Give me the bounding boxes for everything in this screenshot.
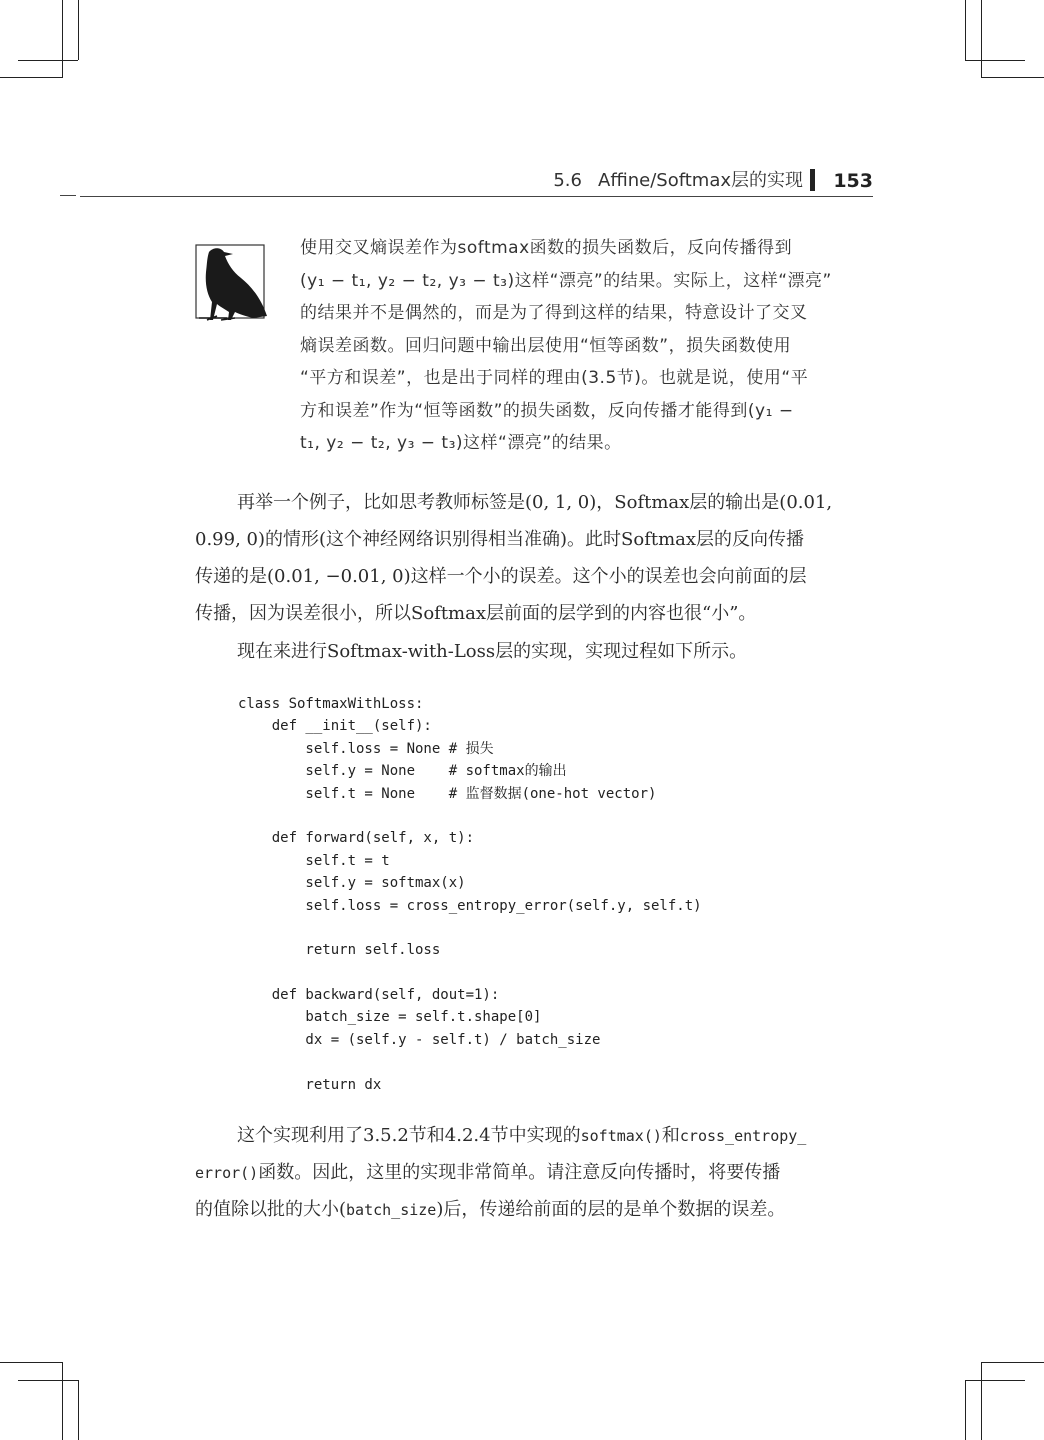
note-line: “平方和误差”，也是出于同样的理由(3.5节)。也就是说，使用“平 xyxy=(300,368,809,388)
code-line: return dx xyxy=(238,1076,382,1093)
paragraph-line: 传播，因为误差很小，所以Softmax层前面的层学到的内容也很“小”。 xyxy=(195,603,757,624)
code-line: dx = (self.y - self.t) / batch_size xyxy=(238,1031,601,1048)
code-line: def __init__(self): xyxy=(238,718,432,735)
code-line: self.t = None # 监督数据(one-hot vector) xyxy=(238,785,657,802)
paragraph-line xyxy=(195,1154,873,1191)
note-line: 的结果并不是偶然的，而是为了得到这样的结果，特意设计了交叉 xyxy=(300,303,808,323)
code-line: self.y = None # softmax的输出 xyxy=(238,763,567,780)
code-line: self.y = softmax(x) xyxy=(238,875,466,892)
header-title xyxy=(553,168,803,194)
note-box xyxy=(300,232,873,460)
inline-code-batch-size: batch_size xyxy=(346,1201,437,1219)
text-run: 函数。因此，这里的实现非常简单。请注意反向传播时，将要传播 xyxy=(258,1162,781,1183)
inline-code-softmax: softmax() xyxy=(580,1127,662,1145)
code-line xyxy=(238,805,702,827)
note-line: t₁, y₂ − t₂, y₃ − t₃)这样“漂亮”的结果。 xyxy=(300,433,622,453)
note-line: 使用交叉熵误差作为softmax函数的损失函数后，反向传播得到 xyxy=(300,238,793,258)
text-run: 这个实现利用了3.5.2节和4.2.4节中实现的 xyxy=(237,1125,581,1146)
paragraph-intro-code xyxy=(195,633,873,670)
code-line xyxy=(238,1051,702,1073)
header-section-number: 5.6 xyxy=(553,170,582,191)
paragraph-line xyxy=(195,1191,873,1228)
inline-code-error: error() xyxy=(195,1164,259,1182)
code-line: self.loss = None # 损失 xyxy=(238,740,494,757)
header-left-rule xyxy=(60,195,76,196)
code-listing xyxy=(238,693,702,1096)
code-line: self.loss = cross_entropy_error(self.y, self.t) xyxy=(238,897,702,914)
paragraph-line: 现在来进行Softmax-with-Loss层的实现，实现过程如下所示。 xyxy=(237,641,748,662)
text-run: )后，传递给前面的层的是单个数据的误差。 xyxy=(436,1199,786,1220)
paragraph-example xyxy=(195,484,873,632)
paragraph-line xyxy=(195,1117,873,1154)
paragraph-line: 0.99, 0)的情形(这个神经网络识别得相当准确)。此时Softmax层的反向传播 xyxy=(195,529,805,550)
code-line xyxy=(238,962,702,984)
header-divider-bar xyxy=(810,169,815,191)
code-line: def backward(self, dout=1): xyxy=(238,987,500,1004)
paragraph-explanation xyxy=(195,1117,873,1228)
code-line: self.t = t xyxy=(238,852,390,869)
page-number: 153 xyxy=(833,170,873,192)
note-line: (y₁ − t₁, y₂ − t₂, y₃ − t₃)这样“漂亮”的结果。实际上，这样“漂亮” xyxy=(300,270,832,291)
code-line: return self.loss xyxy=(238,942,441,959)
code-line xyxy=(238,917,702,939)
bird-note-icon xyxy=(195,244,269,322)
running-header xyxy=(80,168,873,197)
note-line: 熵误差函数。回归问题中输出层使用“恒等函数”，损失函数使用 xyxy=(300,335,792,356)
paragraph-line: 再举一个例子，比如思考教师标签是(0, 1, 0)，Softmax层的输出是(0.01, xyxy=(237,492,833,513)
code-line: def forward(self, x, t): xyxy=(238,830,475,847)
code-line: class SoftmaxWithLoss: xyxy=(238,696,424,712)
inline-code-cross-entropy: cross_entropy_ xyxy=(679,1127,807,1145)
code-line: batch_size = self.t.shape[0] xyxy=(238,1009,542,1026)
paragraph-line: 传递的是(0.01, −0.01, 0)这样一个小的误差。这个小的误差也会向前面的层 xyxy=(195,566,807,587)
note-line: 方和误差”作为“恒等函数”的损失函数，反向传播才能得到(y₁ − xyxy=(300,400,794,421)
header-section-title: Affine/Softmax层的实现 xyxy=(598,170,803,191)
text-run: 的值除以批的大小( xyxy=(195,1199,347,1220)
text-run: 和 xyxy=(661,1125,680,1146)
